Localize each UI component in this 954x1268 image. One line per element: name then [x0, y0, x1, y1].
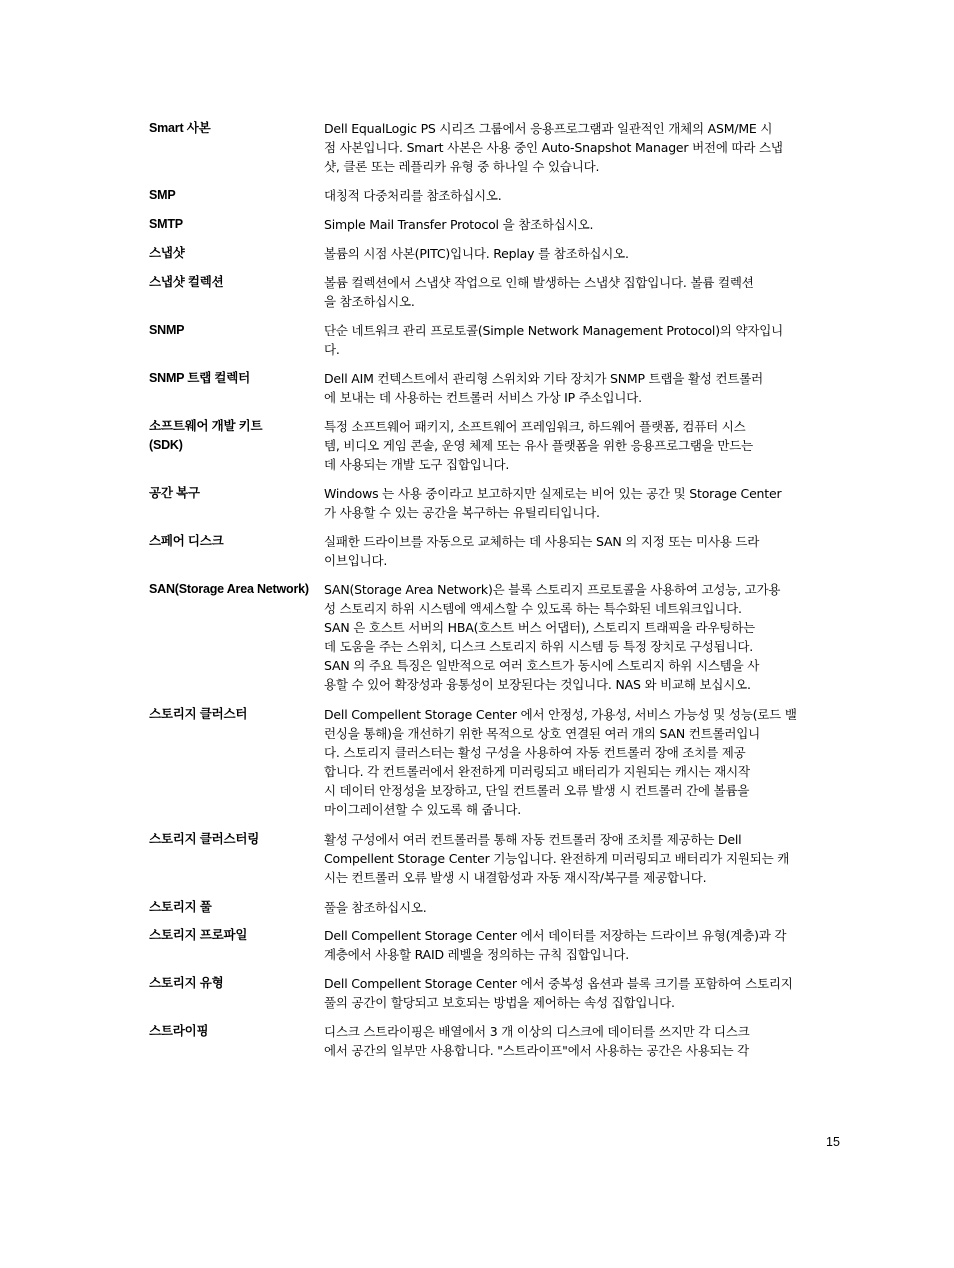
definition-line: 런싱을 통해)을 개선하기 위한 목적으로 상호 연결된 여러 개의 SAN 컨트롤러입니 — [324, 726, 761, 741]
glossary-definition — [324, 898, 834, 917]
glossary-definition — [324, 215, 834, 234]
definition-line: 데 도움을 주는 스위치, 디스크 스토리지 하위 시스템 등 특정 장치로 구성됩니다. — [324, 639, 754, 654]
definition-line: 활성 구성에서 여러 컨트롤러를 통해 자동 컨트롤러 장애 조치를 제공하는 Dell — [324, 832, 742, 847]
glossary-definition — [324, 1022, 834, 1060]
definition-line: 다. 스토리지 클러스터는 활성 구성을 사용하여 자동 컨트롤러 장애 조치를 제공 — [324, 745, 746, 760]
definition-line: 합니다. 각 컨트롤러에서 완전하게 미러링되고 배터리가 지원되는 캐시는 재시작 — [324, 764, 750, 779]
definition-line: 용할 수 있어 확장성과 융통성이 보장된다는 것입니다. NAS 와 비교해 보십시오. — [324, 677, 751, 692]
definition-line: SAN 은 호스트 서버의 HBA(호스트 버스 어댑터), 스토리지 트래픽을 라우팅하는 — [324, 620, 755, 635]
definition-line: 디스크 스트라이핑은 배열에서 3 개 이상의 디스크에 데이터를 쓰지만 각 디스크 — [324, 1024, 750, 1039]
glossary-definition — [324, 273, 834, 311]
glossary-term: 스토리지 풀 — [149, 900, 212, 914]
glossary-definition — [324, 119, 834, 176]
definition-line: SAN 의 주요 특징은 일반적으로 여러 호스트가 동시에 스토리지 하위 시스템을 사 — [324, 658, 760, 673]
definition-line: 데 사용되는 개발 도구 집합입니다. — [324, 457, 510, 472]
glossary-definition — [324, 830, 834, 887]
definition-line: Compellent Storage Center 기능입니다. 완전하게 미러링되고 배터리가 지원되는 캐 — [324, 851, 790, 866]
glossary-definition — [324, 484, 834, 522]
glossary-definition — [324, 369, 834, 407]
definition-line: 계층에서 사용할 RAID 레벨을 정의하는 규칙 집합입니다. — [324, 947, 630, 962]
glossary-term: Smart 사본 — [149, 121, 211, 135]
glossary-term: SNMP — [149, 323, 185, 337]
definition-line: 성 스토리지 하위 시스템에 액세스할 수 있도록 하는 특수화된 네트워크입니다. — [324, 601, 742, 616]
glossary-term: 스냅샷 컬렉션 — [149, 275, 224, 289]
definition-line: 다. — [324, 342, 340, 357]
definition-line: 풀을 참조하십시오. — [324, 900, 427, 915]
definition-line: 시 데이터 안정성을 보장하고, 단일 컨트롤러 오류 발생 시 컨트롤러 간에 볼륨을 — [324, 783, 750, 798]
definition-line: Windows 는 사용 중이라고 보고하지만 실제로는 비어 있는 공간 및 Storage Center — [324, 486, 782, 501]
definition-line: Dell AIM 컨텍스트에서 관리형 스위치와 기타 장치가 SNMP 트랩을 활성 컨트롤러 — [324, 371, 764, 386]
definition-line: 이브입니다. — [324, 553, 388, 568]
glossary-term: 스토리지 프로파일 — [149, 928, 248, 942]
glossary-term: 스페어 디스크 — [149, 534, 224, 548]
definition-line: 대칭적 다중처리를 참조하십시오. — [324, 188, 502, 203]
definition-line: 가 사용할 수 있는 공간을 복구하는 유틸리티입니다. — [324, 505, 600, 520]
glossary-term: SAN(Storage Area Network) — [149, 582, 309, 596]
definition-line: 템, 비디오 게임 콘솔, 운영 체제 또는 유사 플랫폼을 위한 응용프로그램을 만드는 — [324, 438, 754, 453]
definition-line: 시는 컨트롤러 오류 발생 시 내결함성과 자동 재시작/복구를 제공합니다. — [324, 870, 707, 885]
definition-line: 에서 공간의 일부만 사용합니다. "스트라이프"에서 사용하는 공간은 사용되는 각 — [324, 1043, 750, 1058]
glossary-definition — [324, 186, 834, 205]
glossary-term: SMP — [149, 188, 176, 202]
definition-line: Dell Compellent Storage Center 에서 중복성 옵션과 블록 크기를 포함하여 스토리지 — [324, 976, 793, 991]
glossary-definition — [324, 532, 834, 570]
definition-line: 볼륨의 시점 사본(PITC)입니다. Replay 를 참조하십시오. — [324, 246, 629, 261]
glossary-term: 스냅샷 — [149, 246, 185, 260]
definition-line: 에 보내는 데 사용하는 컨트롤러 서비스 가상 IP 주소입니다. — [324, 390, 642, 405]
definition-line: 볼륨 컬렉션에서 스냅샷 작업으로 인해 발생하는 스냅샷 집합입니다. 볼륨 컬렉션 — [324, 275, 754, 290]
definition-line: Simple Mail Transfer Protocol 을 참조하십시오. — [324, 217, 594, 232]
glossary-term: 소프트웨어 개발 키트 (SDK) — [149, 419, 263, 452]
glossary-definition — [324, 974, 834, 1012]
definition-line: 단순 네트워크 관리 프로토콜(Simple Network Management Protocol)의 약자입니 — [324, 323, 784, 338]
glossary-definition — [324, 705, 834, 819]
glossary-definition — [324, 417, 834, 474]
definition-line: 샷, 클론 또는 레플리카 유형 중 하나일 수 있습니다. — [324, 159, 600, 174]
glossary-term: 스토리지 유형 — [149, 976, 224, 990]
page-number: 15 — [826, 1135, 840, 1149]
definition-line: 마이그레이션할 수 있도록 해 줍니다. — [324, 802, 521, 817]
glossary-term: 스토리지 클러스터링 — [149, 832, 260, 846]
definition-line: Dell Compellent Storage Center 에서 데이터를 저장하는 드라이브 유형(계층)과 각 — [324, 928, 787, 943]
definition-line: SAN(Storage Area Network)은 블록 스토리지 프로토콜을 사용하여 고성능, 고가용 — [324, 582, 781, 597]
glossary-definition — [324, 321, 834, 359]
definition-line: 점 사본입니다. Smart 사본은 사용 중인 Auto-Snapshot Manager 버전에 따라 스냅 — [324, 140, 783, 155]
definition-line: 실패한 드라이브를 자동으로 교체하는 데 사용되는 SAN 의 지정 또는 미사용 드라 — [324, 534, 760, 549]
definition-line: 풀의 공간이 할당되고 보호되는 방법을 제어하는 속성 집합입니다. — [324, 995, 675, 1010]
definition-line: 을 참조하십시오. — [324, 294, 415, 309]
glossary-term: 스트라이핑 — [149, 1024, 209, 1038]
definition-line: 특정 소프트웨어 패키지, 소프트웨어 프레임워크, 하드웨어 플랫폼, 컴퓨터 시스 — [324, 419, 746, 434]
glossary-term: 공간 복구 — [149, 486, 200, 500]
glossary-definition — [324, 926, 834, 964]
definition-line: Dell EqualLogic PS 시리즈 그룹에서 응용프로그램과 일관적인 개체의 ASM/ME 시 — [324, 121, 773, 136]
glossary-definition — [324, 580, 834, 694]
glossary-definition — [324, 244, 834, 263]
glossary-term: SMTP — [149, 217, 183, 231]
definition-line: Dell Compellent Storage Center 에서 안정성, 가용성, 서비스 가능성 및 성능(로드 밸 — [324, 707, 797, 722]
glossary-term: SNMP 트랩 컬렉터 — [149, 371, 251, 385]
glossary-term: 스토리지 클러스터 — [149, 707, 248, 721]
